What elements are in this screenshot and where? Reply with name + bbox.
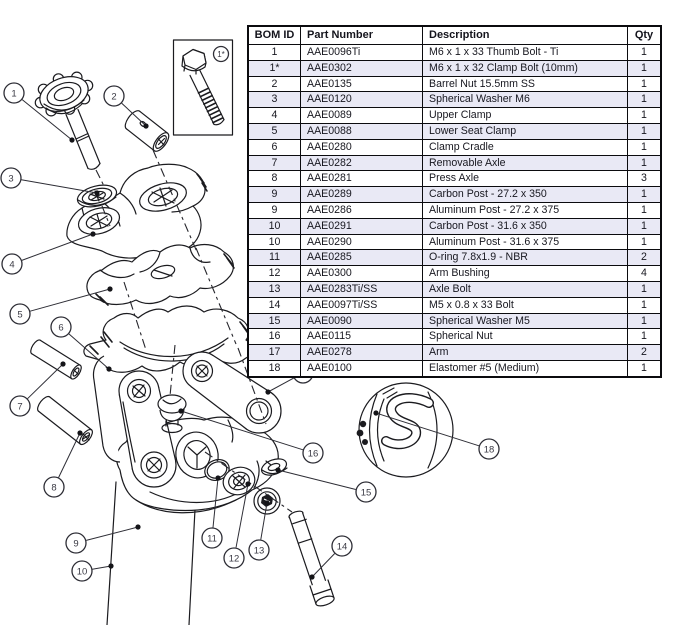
balloon-9 [66,524,141,553]
part-number-cell: AAE0291 [301,218,423,234]
balloon-number: 1 [11,88,17,100]
description-cell: Arm [423,345,628,361]
bom-row-8 [248,171,661,187]
description-cell: Upper Clamp [423,108,628,124]
leader-line [92,566,111,569]
bom-row-10 [248,234,661,250]
bom-row-18 [248,360,661,376]
bom-row-2 [248,76,661,92]
balloon-number: 7 [17,401,23,413]
upper-clamp-drawing [67,164,207,258]
balloon-15 [275,467,376,502]
bom-header-bom-id: BOM ID [248,26,301,45]
qty-cell: 3 [628,171,662,187]
qty-cell: 1 [628,155,662,171]
bom-row-16 [248,329,661,345]
part-number-cell: AAE0281 [301,171,423,187]
part-number-cell: AAE0097Ti/SS [301,297,423,313]
part-number-cell: AAE0135 [301,76,423,92]
bom-id-cell: 4 [248,108,301,124]
part-number-cell: AAE0088 [301,123,423,139]
bom-header-description: Description [423,26,628,45]
leader-dot [108,563,113,568]
description-cell: Carbon Post - 27.2 x 350 [423,187,628,203]
qty-cell: 1 [628,329,662,345]
description-cell: Press Axle [423,171,628,187]
removable-axle-drawing [29,338,84,380]
bom-header-part-number: Part Number [301,26,423,45]
leader-dot [178,408,183,413]
balloon-number: 4 [9,259,15,271]
bom-id-cell: 10 [248,234,301,250]
part-number-cell: AAE0089 [301,108,423,124]
bom-id-cell: 11 [248,250,301,266]
bom-id-cell: 17 [248,345,301,361]
balloon-number: 1* [217,49,225,59]
leader-dot [143,123,148,128]
leader-line [268,378,294,392]
balloon-number: 15 [360,487,372,499]
qty-cell: 1 [628,108,662,124]
qty-cell: 2 [628,250,662,266]
qty-cell: 2 [628,345,662,361]
bom-id-cell: 10 [248,218,301,234]
leader-dot [215,475,220,480]
bom-row-15 [248,313,661,329]
description-cell: Spherical Washer M6 [423,92,628,108]
part-number-cell: AAE0096Ti [301,45,423,61]
qty-cell: 1 [628,60,662,76]
leader-dot [90,231,95,236]
elastomer-drawing [357,383,453,477]
description-cell: Removable Axle [423,155,628,171]
bom-id-cell: 5 [248,123,301,139]
balloon-number: 5 [17,309,23,321]
description-cell: Axle Bolt [423,281,628,297]
balloon-number: 8 [51,482,57,494]
bom-header-row [248,26,661,45]
balloon-number: 3 [8,173,14,185]
description-cell: M5 x 0.8 x 33 Bolt [423,297,628,313]
balloon-10 [72,561,114,581]
description-cell: O-ring 7.8x1.9 - NBR [423,250,628,266]
bom-row-4 [248,108,661,124]
part-number-cell: AAE0302 [301,60,423,76]
bom-id-cell: 7 [248,155,301,171]
part-number-cell: AAE0278 [301,345,423,361]
bom-row-11 [248,250,661,266]
balloon-number: 12 [228,553,240,565]
bom-table [247,25,662,378]
part-number-cell: AAE0115 [301,329,423,345]
description-cell: Spherical Nut [423,329,628,345]
qty-cell: 1 [628,218,662,234]
leader-dot [373,410,378,415]
leader-dot [265,389,270,394]
press-axle-drawing [35,394,94,446]
bom-id-cell: 14 [248,297,301,313]
part-number-cell: AAE0286 [301,202,423,218]
balloon-1-star [214,47,229,62]
balloon-number: 13 [253,545,265,557]
bom-id-cell: 12 [248,266,301,282]
balloon-number: 2 [111,91,117,103]
qty-cell: 1 [628,139,662,155]
bom-row-7 [248,155,661,171]
balloon-number: 14 [336,541,348,553]
leader-dot [69,137,74,142]
qty-cell: 4 [628,266,662,282]
bom-header-qty: Qty [628,26,662,45]
description-cell: Carbon Post - 31.6 x 350 [423,218,628,234]
qty-cell: 1 [628,45,662,61]
leader-dot [264,500,269,505]
leader-dot [106,366,111,371]
leader-dot [107,286,112,291]
bom-id-cell: 3 [248,92,301,108]
leader-dot [309,574,314,579]
part-number-cell: AAE0289 [301,187,423,203]
bom-row-5 [248,123,661,139]
part-number-cell: AAE0283Ti/SS [301,281,423,297]
description-cell: Aluminum Post - 31.6 x 375 [423,234,628,250]
bom-row-17 [248,345,661,361]
balloon-number: 18 [483,444,495,456]
thumb-bolt-drawing [35,70,100,169]
balloon-4 [2,231,96,274]
balloon-8 [44,430,83,497]
m5-bolt-drawing [288,510,335,608]
bom-row-12 [248,266,661,282]
bom-id-cell: 9 [248,187,301,203]
leader-line [28,364,64,399]
clamp-cradle-drawing [84,306,252,372]
qty-cell: 1 [628,297,662,313]
description-cell: Aluminum Post - 27.2 x 375 [423,202,628,218]
leader-dot [245,481,250,486]
bom-id-cell: 6 [248,139,301,155]
balloon-number: 9 [73,538,79,550]
description-cell: M6 x 1 x 32 Clamp Bolt (10mm) [423,60,628,76]
qty-cell: 1 [628,313,662,329]
bom-id-cell: 16 [248,329,301,345]
bom-row-9 [248,202,661,218]
qty-cell: 1 [628,92,662,108]
bom-row-10 [248,218,661,234]
part-number-cell: AAE0300 [301,266,423,282]
leader-dot [275,467,280,472]
leader-line [22,234,93,260]
bom-id-cell: 1* [248,60,301,76]
bom-row-1* [248,60,661,76]
balloon-number: 16 [307,448,319,460]
qty-cell: 1 [628,234,662,250]
bom-row-13 [248,281,661,297]
description-cell: Elastomer #5 (Medium) [423,360,628,376]
bom-id-cell: 1 [248,45,301,61]
bom-id-cell: 9 [248,202,301,218]
arm-left-drawing [93,356,176,487]
description-cell: Arm Bushing [423,266,628,282]
bom-id-cell: 15 [248,313,301,329]
bom-id-cell: 13 [248,281,301,297]
qty-cell: 1 [628,187,662,203]
leader-line [30,289,110,311]
qty-cell: 1 [628,76,662,92]
part-number-cell: AAE0282 [301,155,423,171]
leader-dot [60,361,65,366]
balloon-number: 6 [58,322,64,334]
leader-line [21,180,97,193]
leader-line [278,470,356,490]
bom-row-6 [248,139,661,155]
bom-row-3 [248,92,661,108]
leader-line [59,433,80,478]
qty-cell: 1 [628,360,662,376]
description-cell: Spherical Washer M5 [423,313,628,329]
description-cell: Clamp Cradle [423,139,628,155]
description-cell: M6 x 1 x 33 Thumb Bolt - Ti [423,45,628,61]
leader-dot [77,430,82,435]
balloon-number: 11 [207,533,217,545]
barrel-nut-drawing [122,108,171,154]
part-number-cell: AAE0280 [301,139,423,155]
description-cell: Lower Seat Clamp [423,123,628,139]
part-number-cell: AAE0090 [301,313,423,329]
bom-id-cell: 8 [248,171,301,187]
balloon-number: 10 [76,566,88,578]
part-number-cell: AAE0100 [301,360,423,376]
part-number-cell: AAE0290 [301,234,423,250]
description-cell: Barrel Nut 15.5mm SS [423,76,628,92]
qty-cell: 1 [628,123,662,139]
qty-cell: 1 [628,202,662,218]
qty-cell: 1 [628,281,662,297]
part-number-cell: AAE0285 [301,250,423,266]
leader-dot [94,190,99,195]
bom-row-9 [248,187,661,203]
bom-id-cell: 18 [248,360,301,376]
leader-dot [135,524,140,529]
bom-row-1 [248,45,661,61]
bom-id-cell: 2 [248,76,301,92]
part-number-cell: AAE0120 [301,92,423,108]
bom-row-14 [248,297,661,313]
